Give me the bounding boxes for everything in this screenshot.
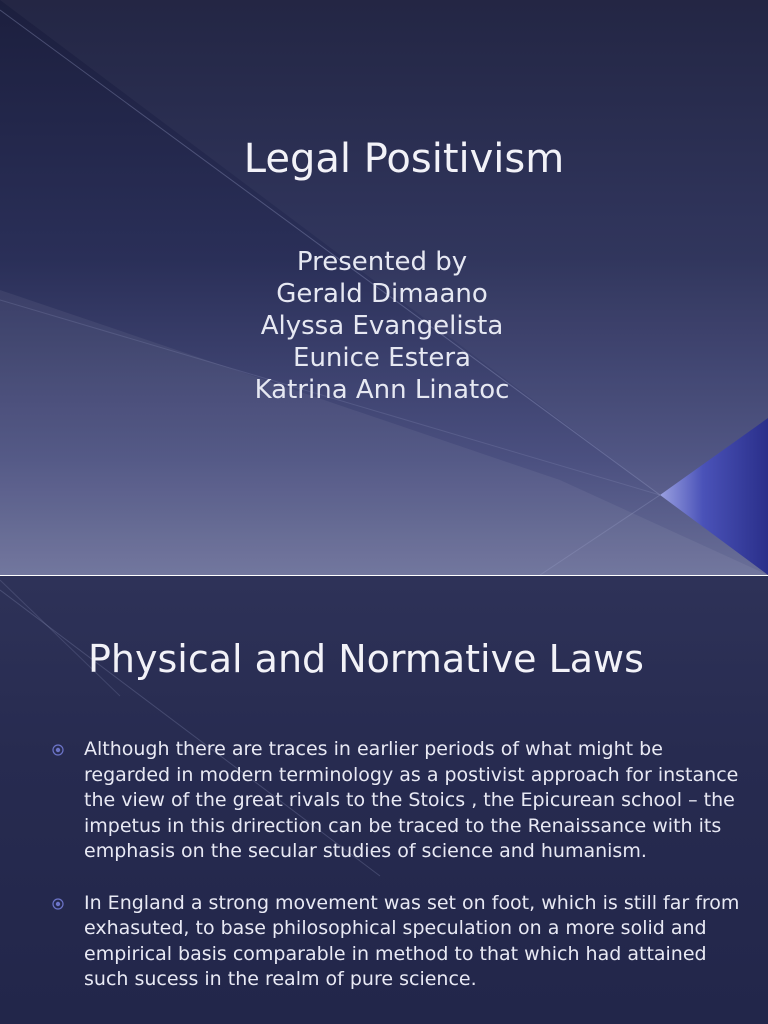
bullet-list bbox=[50, 737, 740, 1019]
slide-2-title: Physical and Normative Laws bbox=[88, 637, 644, 681]
bullet-circle-icon bbox=[52, 744, 64, 756]
list-item bbox=[50, 737, 740, 865]
presenters-block bbox=[0, 246, 764, 406]
bullet-text: In England a strong movement was set on foot, which is still far from exhasuted, to base philosophical speculation on a more solid and empirical basis comparable in method to that which had attained such sucess in the realm of pure science. bbox=[84, 891, 740, 990]
bullet-text: Although there are traces in earlier periods of what might be regarded in modern terminology as a postivist approach for instance the view of the great rivals to the Stoics , the Epicurean school – the impetus in this drirection can be traced to the Renaissance with its emphasis on the secular studies of science and humanism. bbox=[84, 738, 739, 862]
list-item bbox=[50, 891, 740, 993]
bullet-circle-icon bbox=[52, 898, 64, 910]
presenter-name: Gerald Dimaano bbox=[276, 279, 488, 309]
presenter-name: Alyssa Evangelista bbox=[260, 311, 504, 341]
presented-by-label: Presented by bbox=[296, 247, 468, 277]
slide-1-title: Legal Positivism bbox=[243, 136, 565, 182]
presenter-name: Katrina Ann Linatoc bbox=[254, 375, 510, 405]
presenter-name: Eunice Estera bbox=[293, 343, 471, 373]
